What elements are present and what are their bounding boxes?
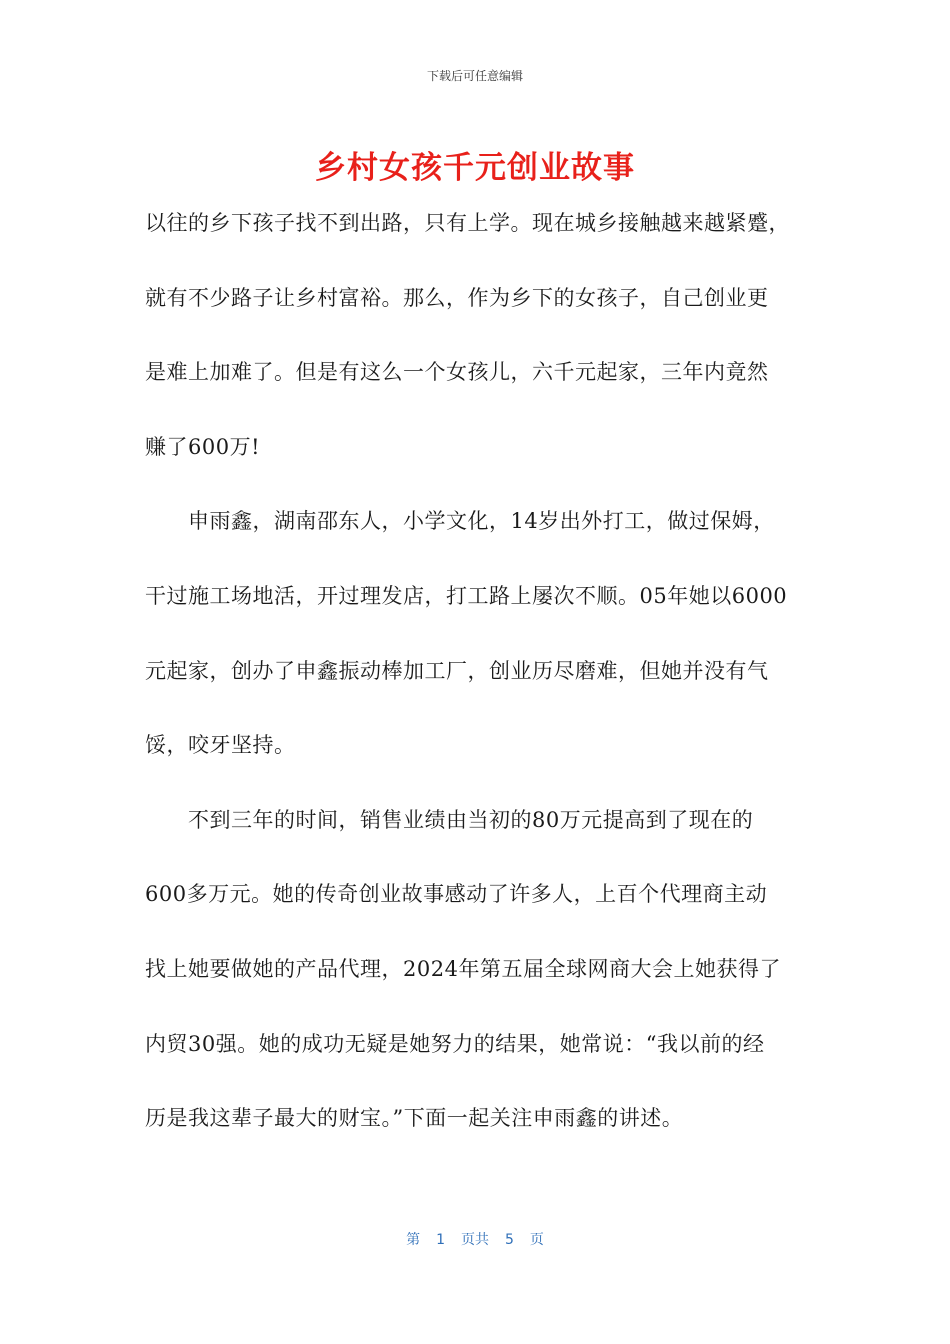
text-line: 是难上加难了。但是有这么一个女孩儿，六千元起家，三年内竟然 xyxy=(145,360,769,385)
text-line: 申雨鑫，湖南邵东人，小学文化，14岁出外打工，做过保姆， xyxy=(145,509,775,534)
text-line: 600多万元。她的传奇创业故事感动了许多人，上百个代理商主动 xyxy=(145,882,768,907)
page-label-suffix: 页 xyxy=(529,1232,544,1248)
page-label-mid: 页共 xyxy=(461,1232,489,1248)
text-line: 以往的乡下孩子找不到出路，只有上学。现在城乡接触越来越紧蹙， xyxy=(145,211,790,235)
page-footer xyxy=(0,1229,950,1249)
document-title: 乡村女孩千元创业故事 xyxy=(315,150,635,186)
header-note: 下载后可任意编辑 xyxy=(426,69,523,83)
text-line: 内贸30强。她的成功无疑是她努力的结果，她常说：“我以前的经 xyxy=(145,1031,765,1056)
text-line: 就有不少路子让乡村富裕。那么，作为乡下的女孩子，自己创业更 xyxy=(145,285,769,310)
current-page-number: 1 xyxy=(436,1232,445,1248)
text-line: 赚了600万! xyxy=(145,434,261,459)
total-pages-number: 5 xyxy=(505,1232,514,1248)
text-line: 不到三年的时间，销售业绩由当初的80万元提高到了现在的 xyxy=(145,807,754,832)
text-line: 历是我这辈子最大的财宝。”下面一起关注申雨鑫的讲述。 xyxy=(145,1106,684,1131)
document-body xyxy=(145,186,805,1156)
text-line: 馁，咬牙坚持。 xyxy=(145,733,296,758)
page-label-prefix: 第 xyxy=(406,1232,421,1248)
text-line: 干过施工场地活，开过理发店，打工路上屡次不顺。05年她以6000 xyxy=(145,583,788,608)
text-line: 找上她要做她的产品代理，2024年第五届全球网商大会上她获得了 xyxy=(145,956,781,981)
text-line: 元起家，创办了申鑫振动棒加工厂，创业历尽磨难，但她并没有气 xyxy=(145,658,769,683)
